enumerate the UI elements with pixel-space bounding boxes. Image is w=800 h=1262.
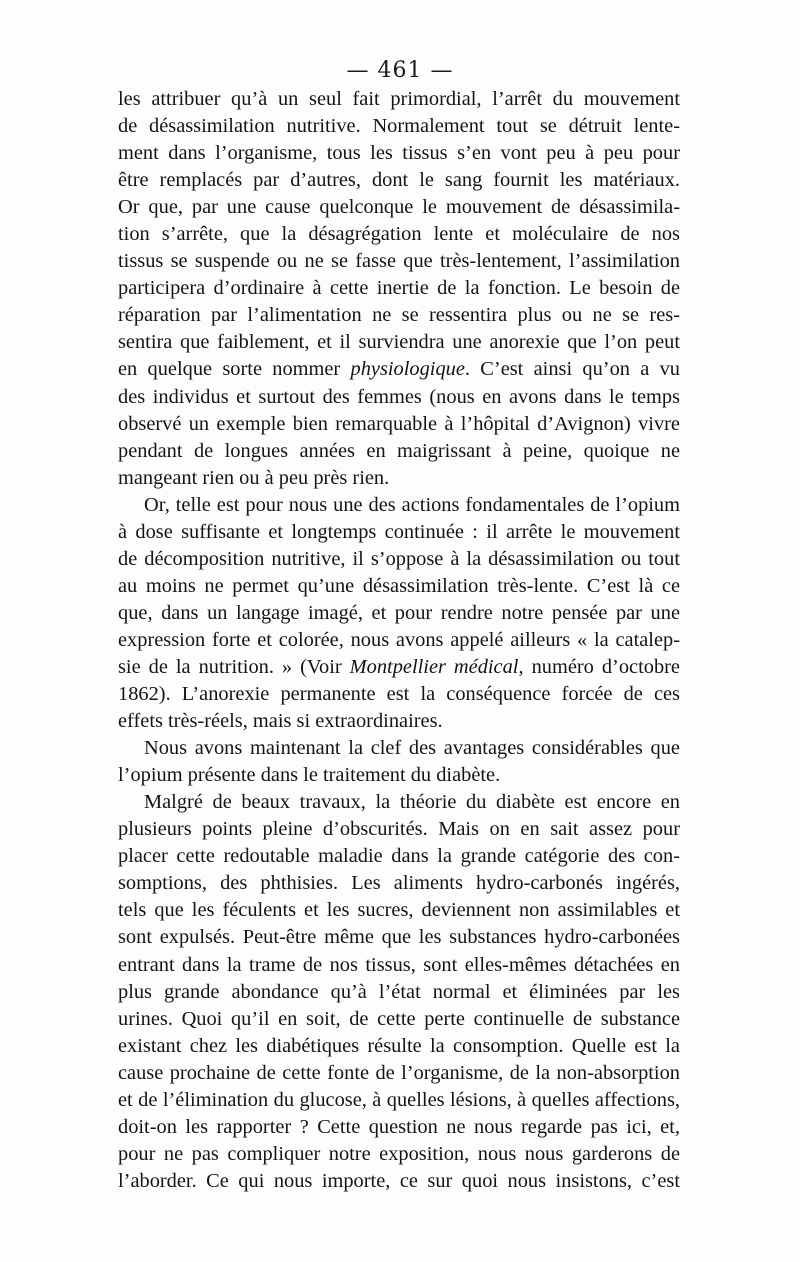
- text-line: existant chez les diabétiques résulte la consomption. Quelle est la: [118, 1034, 680, 1057]
- page-number: — 461 —: [346, 58, 454, 83]
- text-line: cause prochaine de cette fonte de l’organisme, de la non-absorption: [118, 1061, 680, 1084]
- text-line: les attribuer qu’à un seul fait primordial, l’arrêt du mouvement: [118, 88, 680, 110]
- text-line: l’aborder. Ce qui nous importe, ce sur quoi nous insistons, c’est: [118, 1169, 680, 1192]
- text-line: tion s’arrête, que la désagrégation lente et moléculaire de nos: [118, 223, 680, 246]
- text-line: l’opium présente dans le traitement du diabète.: [118, 764, 501, 787]
- text-line: doit-on les rapporter ? Cette question ne nous regarde pas ici, et,: [118, 1115, 680, 1138]
- text-line: tissus se suspende ou ne se fasse que très-lentement, l’assimilation: [118, 250, 680, 273]
- text-line: Or que, par une cause quelconque le mouvement de désassimila-: [118, 196, 680, 219]
- italic-text: physiologique: [350, 358, 465, 381]
- text-line: et de l’élimination du glucose, à quelles lésions, à quelles affections,: [118, 1088, 680, 1111]
- text-line: mangeant rien ou à peu près rien.: [118, 466, 390, 489]
- text-line: placer cette redoutable maladie dans la grande catégorie des con-: [118, 845, 680, 868]
- text-line: [118, 356, 680, 383]
- text-line: Or, telle est pour nous une des actions fondamentales de l’opium: [144, 493, 680, 516]
- text-line: ment dans l’organisme, tous les tissus s’en vont peu à peu pour: [118, 142, 680, 165]
- text-line: somptions, des phthisies. Les aliments hydro-carbonés ingérés,: [118, 872, 680, 895]
- paragraph: [118, 86, 680, 492]
- text-line: que, dans un langage imagé, et pour rendre notre pensée par une: [118, 601, 680, 624]
- text-line: Malgré de beaux travaux, la théorie du diabète est encore en: [144, 791, 680, 814]
- text-line: 1862). L’anorexie permanente est la conséquence forcée de ces: [118, 683, 680, 706]
- text-run: . C’est ainsi qu’on a vu: [464, 358, 680, 381]
- body-text: [118, 86, 680, 1195]
- text-line: de désassimilation nutritive. Normalement tout se détruit lente-: [118, 115, 680, 138]
- text-line: entrant dans la trame de nos tissus, sont elles-mêmes détachées en: [118, 953, 680, 976]
- text-line: au moins ne permet qu’une désassimilation très-lente. C’est là ce: [118, 574, 680, 597]
- paragraph: [118, 492, 680, 735]
- text-line: réparation par l’alimentation ne se ressentira plus ou ne se res-: [118, 304, 680, 327]
- text-line: participera d’ordinaire à cette inertie de la fonction. Le besoin de: [118, 277, 680, 300]
- text-line: urines. Quoi qu’il en soit, de cette perte continuelle de substance: [118, 1007, 680, 1030]
- italic-text: Montpellier médical: [349, 655, 519, 678]
- text-run: , numéro d’octobre: [518, 655, 680, 678]
- paragraph: [118, 735, 680, 789]
- text-line: sont expulsés. Peut-être même que les substances hydro-carbonées: [118, 926, 680, 949]
- text-line: [118, 654, 680, 681]
- text-line: pour ne pas compliquer notre exposition, nous nous garderons de: [118, 1142, 680, 1165]
- text-line: tels que les féculents et les sucres, deviennent non assimilables et: [118, 899, 680, 922]
- text-line: pendant de longues années en maigrissant à peine, quoique ne: [118, 439, 680, 462]
- text-line: être remplacés par d’autres, dont le sang fournit les matériaux.: [118, 169, 680, 192]
- text-line: effets très-réels, mais si extraordinaires.: [118, 710, 443, 733]
- text-line: à dose suffisante et longtemps continuée : il arrête le mouvement: [118, 520, 680, 543]
- text-run: sie de la nutrition. » (Voir: [118, 655, 350, 678]
- text-line: sentira que faiblement, et il surviendra une anorexie que l’on peut: [118, 331, 680, 354]
- text-line: de décomposition nutritive, il s’oppose à la désassimilation ou tout: [118, 547, 680, 570]
- text-line: plus grande abondance qu’à l’état normal et éliminées par les: [118, 980, 680, 1003]
- text-line: Nous avons maintenant la clef des avantages considérables que: [144, 737, 680, 760]
- text-line: observé un exemple bien remarquable à l’hôpital d’Avignon) vivre: [118, 412, 680, 435]
- text-line: des individus et surtout des femmes (nous en avons dans le temps: [118, 385, 680, 408]
- text-line: expression forte et colorée, nous avons appelé ailleurs « la catalep-: [118, 628, 680, 651]
- paragraph: [118, 789, 680, 1195]
- text-run: en quelque sorte nommer: [118, 358, 351, 381]
- text-line: plusieurs points pleine d’obscurités. Mais on en sait assez pour: [118, 818, 680, 841]
